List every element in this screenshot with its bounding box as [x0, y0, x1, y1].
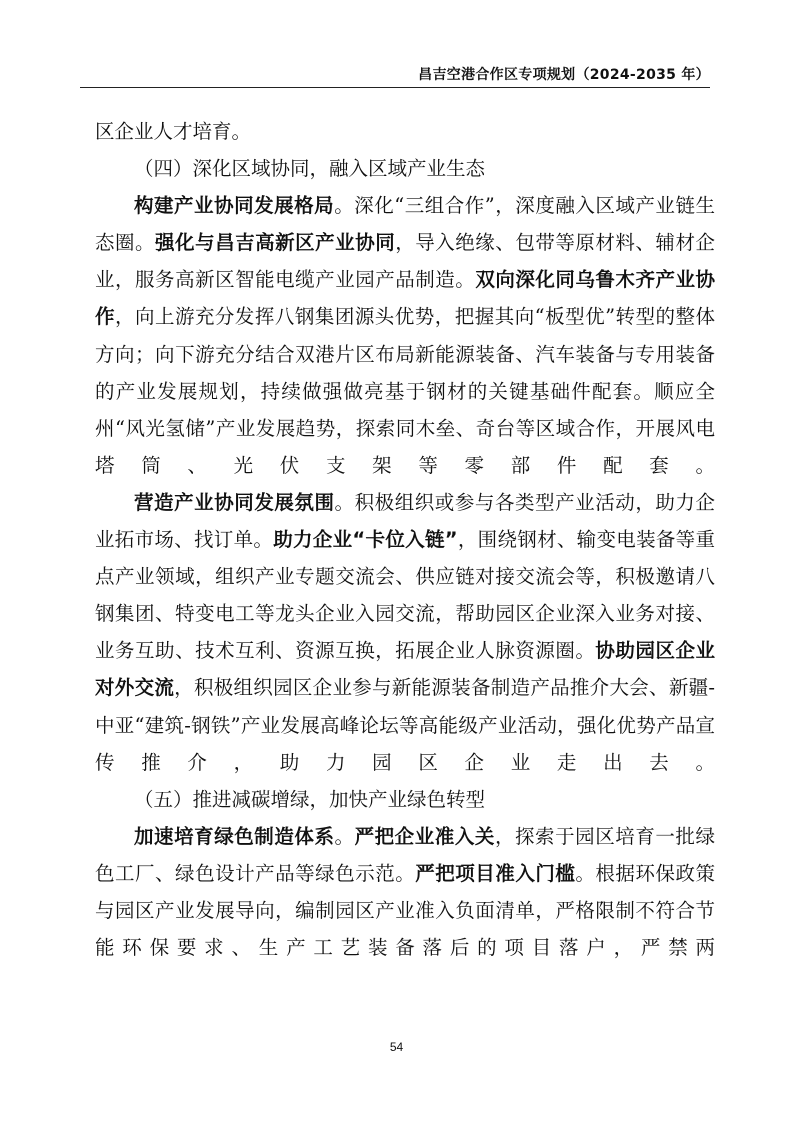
text-run: 区企业人才培育。	[95, 120, 252, 143]
body-paragraph	[95, 187, 715, 484]
text-run: （五）推进减碳增绿，加快产业绿色转型	[134, 787, 486, 811]
body-paragraph	[95, 818, 715, 966]
section-subheading	[95, 781, 715, 818]
document-body	[95, 113, 715, 966]
bold-lead-phrase: 协助园区企业对外交流	[95, 639, 715, 700]
section-subheading	[95, 150, 715, 187]
body-paragraph	[95, 484, 715, 781]
text-run: ，积极组织园区企业参与新能源装备制造产品推介大会、新疆-中亚“建筑-钢铁”产业发展高峰论坛等高能级产业活动，强化优势产品宣传推介，助力园区企业走出去。	[95, 676, 715, 774]
text-run: 。	[334, 824, 355, 848]
header-divider	[80, 87, 710, 88]
bold-lead-phrase: 严把企业准入关	[354, 824, 495, 848]
bold-lead-phrase: 严把项目准入门槛	[415, 861, 576, 885]
page-number: 54	[389, 1040, 404, 1054]
text-run: ，向上游充分发挥八钢集团源头优势，把握其向“板型优”转型的整体方向；向下游充分结合双港片区布局新能源装备、汽车装备与专用装备的产业发展规划，持续做强做亮基于钢材的关键基础件配套。顺应全州“风光氢储”产业发展趋势，探索同木垒、奇台等区域合作，开展风电塔筒、光伏支架等零部件配套。	[95, 305, 715, 477]
text-run: 。积极组织或参与各类型产业活动，助力企业拓市场、找订单。	[95, 490, 715, 552]
bold-lead-phrase: 助力企业“卡位入链”	[273, 528, 458, 552]
text-run: ，围绕钢材、输变电装备等重点产业领域，组织产业专题交流会、供应链对接交流会等，积极邀请八钢集团、特变电工等龙头企业入园交流，帮助园区企业深入业务对接、业务互助、技术互利、资源互换，拓展企业人脉资源圈。	[95, 528, 715, 663]
text-run: 。深化“三组合作”，深度融入区域产业链生态圈。	[95, 194, 715, 255]
text-run: 。根据环保政策与园区产业发展导向，编制园区产业准入负面清单，严格限制不符合节能环保要求、生产工艺装备落后的项目落户，严禁两	[95, 861, 715, 960]
text-run: ，导入绝缘、包带等原材料、辅材企业，服务高新区智能电缆产业园产品制造。	[95, 231, 715, 292]
page-header	[80, 64, 710, 86]
bold-lead-phrase: 强化与昌吉高新区产业协同	[155, 231, 396, 255]
bold-lead-phrase: 构建产业协同发展格局	[134, 194, 335, 218]
text-run: （四）深化区域协同，融入区域产业生态	[134, 157, 486, 181]
bold-lead-phrase: 加速培育绿色制造体系	[134, 824, 335, 848]
document-title: 昌吉空港合作区专项规划（2024-2035 年）	[418, 67, 710, 83]
body-paragraph	[95, 113, 715, 150]
bold-lead-phrase: 营造产业协同发展氛围	[134, 490, 335, 514]
text-run: ，探索于园区培育一批绿色工厂、绿色设计产品等绿色示范。	[95, 824, 715, 885]
bold-lead-phrase: 双向深化同乌鲁木齐产业协作	[95, 268, 715, 329]
